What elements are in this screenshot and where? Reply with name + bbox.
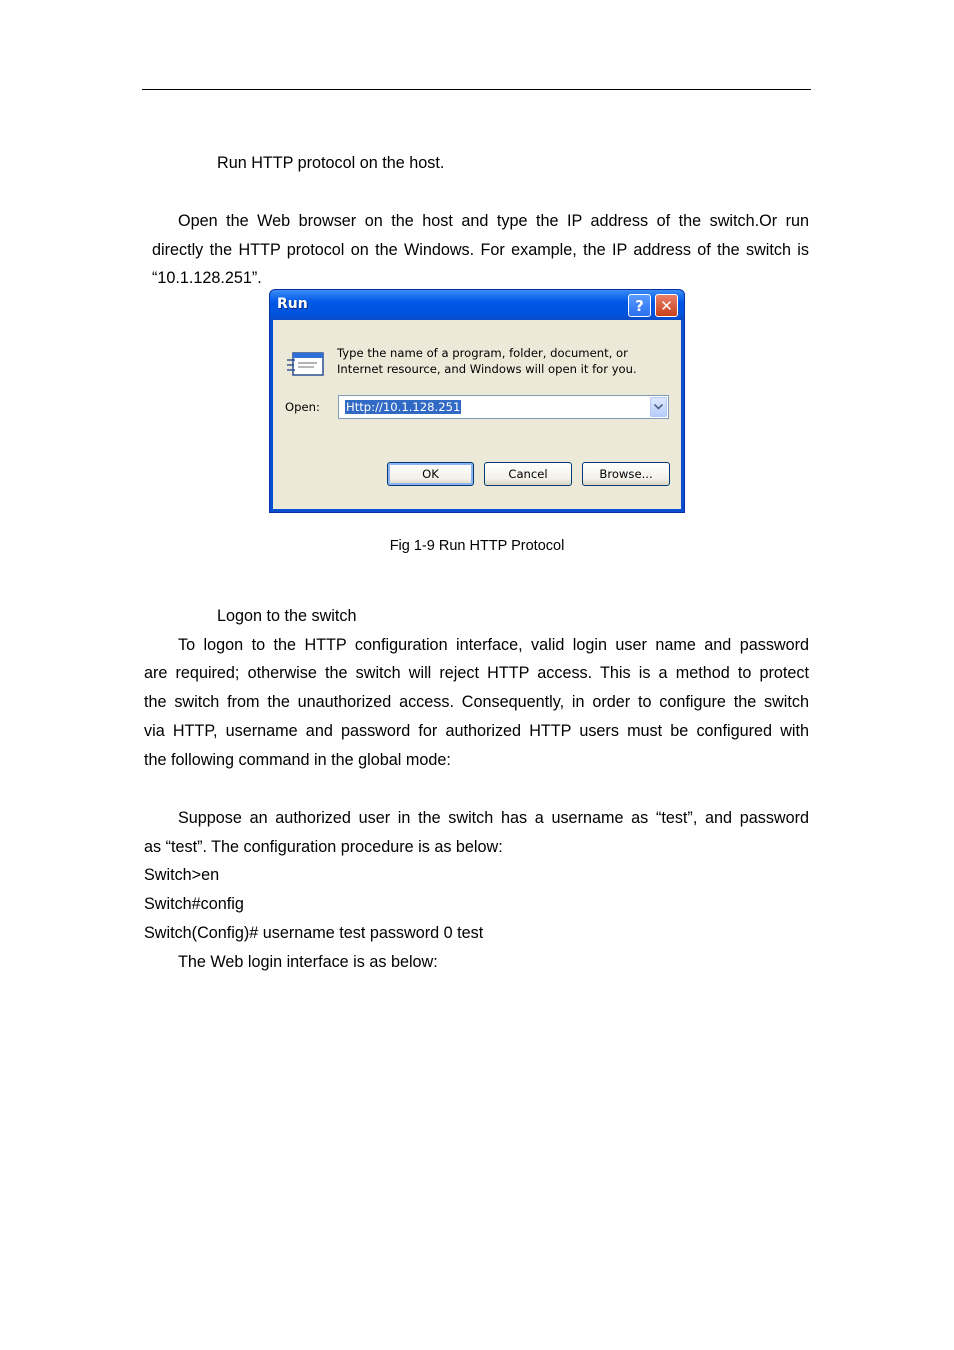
open-label: Open:: [285, 400, 320, 414]
para1-line3: “10.1.128.251”.: [152, 269, 262, 287]
step-heading-run-http: Run HTTP protocol on the host.: [217, 154, 445, 172]
run-dialog-prompt: [337, 345, 657, 377]
para2-line4: via HTTP, username and password for authorized HTTP users must be configured with: [144, 722, 809, 740]
ok-button[interactable]: [387, 462, 474, 486]
header-rule: [142, 89, 811, 90]
run-icon: [287, 350, 325, 380]
para2-line2: are required; otherwise the switch will reject HTTP access. This is a method to protect: [144, 664, 809, 682]
run-dialog-titlebar: [270, 290, 684, 320]
close-icon: ✕: [660, 296, 673, 315]
para3-line1: Suppose an authorized user in the switch has a username as “test”, and password: [178, 809, 809, 827]
help-icon: ?: [635, 296, 644, 315]
cancel-button-label: Cancel: [508, 467, 548, 481]
run-dialog: [269, 289, 685, 513]
browse-button-label: Browse...: [599, 467, 653, 481]
open-combobox[interactable]: [338, 395, 669, 419]
ok-button-label: OK: [422, 467, 439, 481]
para2-line1: To logon to the HTTP configuration interface, valid login user name and password: [178, 636, 809, 654]
para1-line2: directly the HTTP protocol on the Windows. For example, the IP address of the switch is: [152, 241, 809, 259]
command-line-3: Switch(Config)# username test password 0 test: [144, 924, 484, 942]
command-line-2: Switch#config: [144, 895, 244, 913]
prompt-line-1: Type the name of a program, folder, document, or: [337, 346, 628, 360]
cancel-button[interactable]: [484, 462, 572, 486]
browse-button[interactable]: [582, 462, 670, 486]
chevron-down-icon[interactable]: [650, 397, 667, 417]
step-heading-logon: Logon to the switch: [217, 607, 357, 625]
prompt-line-2: Internet resource, and Windows will open it for you.: [337, 362, 637, 376]
para1-line1: Open the Web browser on the host and type the IP address of the switch.Or run: [178, 212, 809, 230]
para3-line2: as “test”. The configuration procedure is as below:: [144, 838, 503, 856]
para2-line5: the following command in the global mode:: [144, 751, 451, 769]
figure-caption: Fig 1-9 Run HTTP Protocol: [389, 538, 565, 554]
command-line-1: Switch>en: [144, 866, 220, 884]
close-button[interactable]: [655, 294, 678, 317]
para4: The Web login interface is as below:: [178, 953, 438, 971]
para2-line3: the switch from the unauthorized access. Consequently, in order to configure the switch: [144, 693, 809, 711]
run-dialog-body: [273, 320, 681, 509]
run-dialog-title: Run: [277, 296, 308, 312]
open-input-value[interactable]: Http://10.1.128.251: [346, 400, 461, 414]
help-button[interactable]: [628, 294, 651, 317]
